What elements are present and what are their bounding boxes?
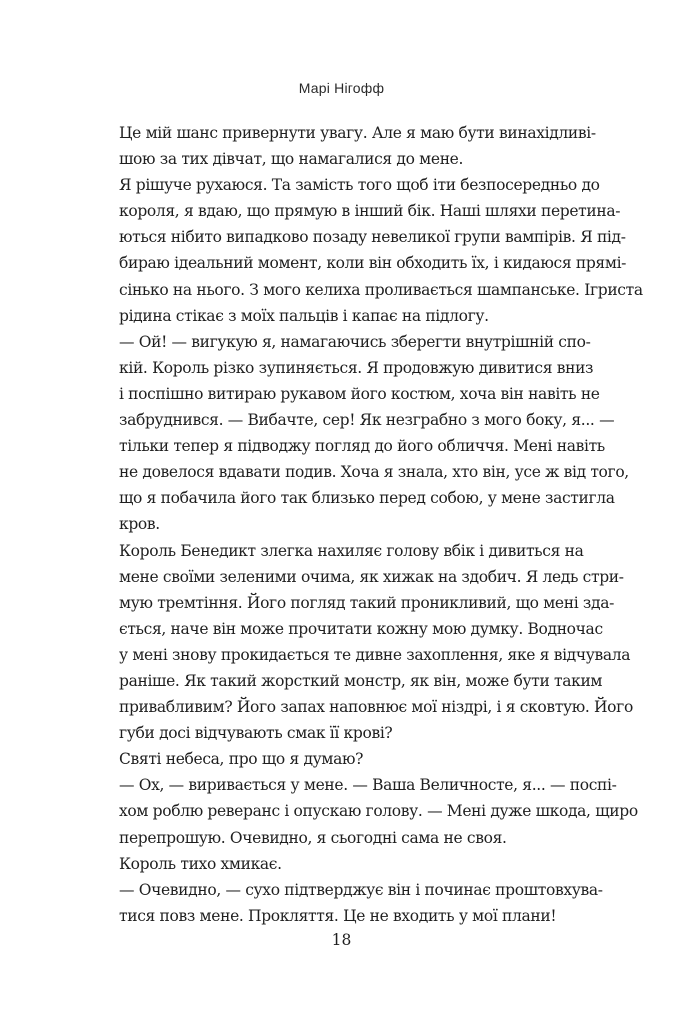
- text-line: кій. Король різко зупиняється. Я продовжую дивитися вниз: [119, 358, 594, 377]
- text-line: привабливим? Його запах наповнює мої ніздрі, і я сковтую. Його: [119, 698, 633, 717]
- text-line: короля, я вдаю, що прямую в інший бік. Наші шляхи перетина-: [119, 202, 621, 221]
- text-line: — Ой! — вигукую я, намагаючись зберегти внутрішній спо-: [119, 332, 591, 351]
- text-line: мую тремтіння. Його погляд такий проникливий, що мені зда-: [119, 593, 614, 612]
- text-line: губи досі відчувають смак її крові?: [119, 724, 393, 743]
- text-line: ється, наче він може прочитати кожну мою думку. Водночас: [119, 619, 603, 638]
- text-line: раніше. Як такий жорсткий монстр, як він, може бути таким: [119, 671, 603, 690]
- text-line: і поспішно витираю рукавом його костюм, хоча він навіть не: [119, 384, 600, 403]
- text-line: перепрошую. Очевидно, я сьогодні сама не своя.: [119, 828, 507, 847]
- text-line: Це мій шанс привернути увагу. Але я маю бути винахідливі-: [119, 124, 596, 142]
- text-line: тися повз мене. Прокляття. Це не входить у мої плани!: [119, 906, 557, 925]
- text-line: тільки тепер я підводжу погляд до його обличчя. Мені навіть: [119, 437, 605, 456]
- text-line: не довелося вдавати подив. Хоча я знала, хто він, усе ж від того,: [119, 463, 629, 482]
- text-line: Святі небеса, про що я думаю?: [119, 750, 364, 769]
- text-line: шою за тих дівчат, що намагалися до мене.: [119, 150, 464, 169]
- text-line: Король тихо хмикає.: [119, 854, 282, 873]
- text-line: у мені знову прокидається те дивне захоплення, яке я відчувала: [119, 645, 631, 664]
- text-line: — Очевидно, — сухо підтверджує він і починає проштовхува-: [119, 880, 603, 899]
- text-line: — Ох, — виривається у мене. — Ваша Величносте, я... — поспі-: [119, 776, 617, 795]
- text-line: сінько на нього. З мого келиха проливається шампанське. Ігриста: [119, 280, 643, 299]
- text-line: що я побачила його так близько перед собою, у мене застигла: [119, 489, 615, 508]
- text-line: ються нібито випадково позаду невеликої групи вампірів. Я під-: [119, 228, 626, 247]
- text-line: бираю ідеальний момент, коли він обходить їх, і кидаюся прямі-: [119, 254, 627, 273]
- text-line: Король Бенедикт злегка нахиляє голову вбік і дивиться на: [119, 541, 584, 560]
- text-line: Я рішуче рухаюся. Та замість того щоб іти безпосередньо до: [119, 176, 600, 195]
- running-head-author: Марі Нігофф: [298, 80, 385, 96]
- page-number: 18: [331, 931, 352, 949]
- text-line: рідина стікає з моїх пальців і капає на підлогу.: [119, 306, 489, 325]
- text-line: кров.: [119, 515, 160, 534]
- body-text: [119, 120, 643, 929]
- text-line: хом роблю реверанс і опускаю голову. — Мені дуже шкода, щиро: [119, 802, 638, 821]
- text-line: забруднився. — Вибачте, сер! Як незграбно з мого боку, я... —: [119, 411, 615, 430]
- text-line: мене своїми зеленими очима, як хижак на здобич. Я ледь стри-: [119, 567, 624, 586]
